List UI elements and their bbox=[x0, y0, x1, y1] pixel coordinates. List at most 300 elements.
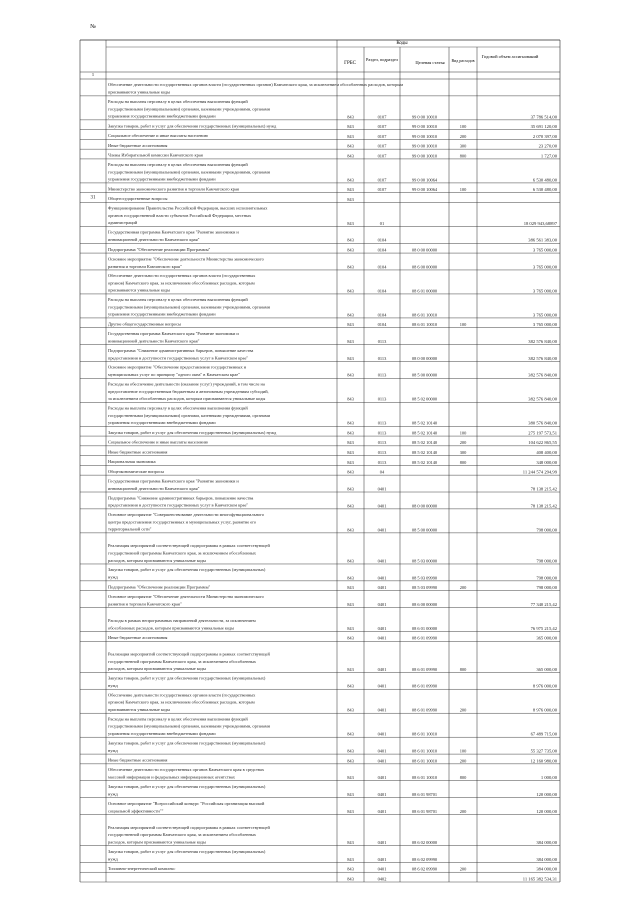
cell-grbs: 843 bbox=[347, 143, 354, 149]
table-row bbox=[108, 716, 558, 737]
cell-sum: 365 000,00 bbox=[536, 666, 557, 672]
cell-sum: 12 160 980,00 bbox=[530, 758, 557, 764]
table-row bbox=[347, 876, 557, 882]
cell-razdel: 0401 bbox=[377, 707, 387, 713]
row-text: Государственная программа Камчатского края "Развитие экономики и bbox=[108, 330, 239, 336]
row-text: Подпрограмма "Обеспечение реализации Программы" bbox=[108, 584, 211, 590]
row-text: Общеэкономические вопросы bbox=[108, 468, 165, 474]
row-text: Общегосударственные вопросы bbox=[108, 196, 168, 202]
cell-sum: 78 138 215,42 bbox=[530, 486, 557, 492]
row-text: управления государственными внебюджетными фондами bbox=[108, 311, 216, 317]
cell-razdel: 01 bbox=[379, 220, 385, 226]
cell-sum: 384 000,00 bbox=[536, 856, 557, 862]
cell-razdel: 0401 bbox=[377, 792, 387, 798]
cell-razdel: 0113 bbox=[377, 459, 387, 465]
table-row bbox=[108, 469, 558, 476]
table-row bbox=[108, 801, 558, 815]
row-text: территориальной сети" bbox=[108, 526, 152, 532]
cell-sum: 23 270,00 bbox=[538, 143, 557, 149]
row-text: Подпрограмма "Снижение административных барьеров, повышение качества bbox=[108, 495, 254, 501]
row-text: Государственная программа Камчатского края "Развитие экономики и bbox=[108, 229, 239, 235]
cell-grbs: 843 bbox=[347, 220, 354, 226]
cell-razdel: 0401 bbox=[377, 601, 387, 607]
table-row bbox=[108, 758, 558, 765]
cell-csr: 08 5 02 10140 bbox=[411, 420, 438, 426]
cell-sum: 3 765 000,00 bbox=[532, 264, 557, 270]
row-text: Иные бюджетные ассигнования bbox=[108, 635, 168, 641]
cell-sum: 382 576 840,00 bbox=[528, 372, 557, 378]
cell-csr: 08 6 00 00000 bbox=[411, 264, 438, 270]
table-row bbox=[108, 365, 558, 379]
table-row bbox=[108, 692, 558, 713]
header-codes: Коды bbox=[396, 41, 408, 46]
row-text: массовой информации и федеральных информационных агентствах bbox=[108, 774, 235, 780]
row-text: инновационной деятельности Камчатского края" bbox=[108, 237, 200, 243]
cell-razdel: 0104 bbox=[377, 322, 387, 328]
cell-grbs: 843 bbox=[347, 420, 354, 426]
cell-sum: 365 000,00 bbox=[536, 635, 557, 641]
cell-razdel: 0401 bbox=[377, 775, 387, 781]
cell-razdel: 0107 bbox=[377, 124, 387, 130]
row-text: Обеспечение деятельности государственных органов власти (государственных bbox=[108, 692, 256, 698]
cell-razdel: 0107 bbox=[377, 143, 387, 149]
cell-sum: 8 976 000,00 bbox=[532, 707, 557, 713]
cell-csr: 08 5 02 10140 bbox=[411, 450, 438, 456]
cell-grbs: 843 bbox=[347, 866, 354, 872]
cell-sum: 798 000,00 bbox=[536, 527, 557, 533]
row-text: государственной программы Камчатского края, за исключением обособленных bbox=[108, 658, 257, 664]
cell-grbs: 843 bbox=[347, 153, 354, 159]
cell-csr: 08 6 02 00000 bbox=[411, 839, 438, 845]
cell-grbs: 843 bbox=[347, 839, 354, 845]
cell-grbs: 843 bbox=[347, 683, 354, 689]
table-row bbox=[108, 381, 558, 402]
cell-grbs: 843 bbox=[347, 635, 354, 641]
cell-grbs: 843 bbox=[347, 312, 354, 318]
row-text: Министерство экономического развития и торговли Камчатского края bbox=[108, 186, 239, 192]
cell-vr: 100 bbox=[459, 748, 467, 754]
cell-sum: 408 400,00 bbox=[536, 450, 557, 456]
row-text: органов) Камчатского края, за исключением обособленных расходов, которым bbox=[108, 699, 255, 705]
table-row bbox=[108, 405, 558, 426]
cell-sum: 18 029 943,68897 bbox=[523, 220, 557, 226]
row-text: нужд bbox=[108, 574, 118, 580]
row-text: Реализация мероприятий соответствующей подпрограммы в рамках соответствующей bbox=[108, 543, 270, 549]
cell-csr: 08 6 00 00000 bbox=[411, 601, 438, 607]
row-text: расходов, которым присваиваются уникальные коды bbox=[108, 839, 206, 845]
row-text: Государственная программа Камчатского края "Развитие экономики и bbox=[108, 478, 239, 484]
cell-sum: 77 340 215,42 bbox=[530, 601, 557, 607]
table-row bbox=[108, 256, 558, 270]
header-num: № bbox=[90, 24, 96, 30]
row-text: Основное мероприятие "Всероссийский конкурс "Российская организация высокой bbox=[108, 800, 265, 806]
table-row bbox=[108, 230, 558, 244]
table-row bbox=[108, 584, 558, 591]
cell-csr: 08 6 01 10010 bbox=[411, 748, 438, 754]
table-row bbox=[108, 273, 558, 294]
row-text: Обеспечение деятельности государственных органов власти (государственных bbox=[108, 273, 256, 279]
cell-sum: 798 000,00 bbox=[536, 585, 557, 591]
cell-vr: 800 bbox=[459, 153, 467, 159]
cell-razdel: 0107 bbox=[377, 153, 387, 159]
row-text: Основное мероприятие "Обеспечение деятельности Министерства экономического bbox=[108, 256, 264, 262]
cell-razdel: 0107 bbox=[377, 133, 387, 139]
cell-grbs: 843 bbox=[347, 601, 354, 607]
cell-sum: 35 691 120,00 bbox=[530, 124, 557, 130]
row-text: расходов, которым присваиваются уникальные коды bbox=[108, 666, 206, 672]
cell-razdel: 0401 bbox=[377, 839, 387, 845]
cell-vr: 200 bbox=[459, 440, 467, 446]
cell-razdel: 0401 bbox=[377, 625, 387, 631]
row-text: Закупка товаров, работ и услуг для обеспечения государственных (муниципальных) нужд bbox=[108, 429, 277, 435]
cell-grbs: 843 bbox=[347, 625, 354, 631]
cell-grbs: 843 bbox=[347, 527, 354, 533]
cell-grbs: 843 bbox=[347, 338, 354, 344]
table-row bbox=[108, 495, 558, 509]
cell-csr: 99 0 00 10010 bbox=[411, 143, 438, 149]
row-text: нужд bbox=[108, 747, 118, 753]
cell-razdel: 0401 bbox=[377, 683, 387, 689]
cell-sum: 1 727,00 bbox=[540, 153, 557, 159]
cell-sum: 3 765 000,00 bbox=[532, 322, 557, 328]
cell-vr: 100 bbox=[459, 124, 467, 130]
table-row bbox=[108, 740, 558, 754]
row-text: управления государственными внебюджетными фондами bbox=[108, 176, 216, 182]
cell-razdel: 0401 bbox=[377, 585, 387, 591]
table-row bbox=[108, 186, 558, 193]
cell-csr: 99 0 00 10010 bbox=[411, 153, 438, 159]
cell-razdel: 0113 bbox=[377, 450, 387, 456]
cell-grbs: 843 bbox=[347, 196, 354, 202]
row-text: Расходы в рамках непрограммных направлений деятельности, за исключением bbox=[108, 617, 256, 623]
row-text: Обеспечение деятельности государственных органов власти (государственных органов) Камчатского края, за исключением обособленных расходов, которым bbox=[108, 82, 404, 88]
cell-grbs: 843 bbox=[347, 558, 354, 564]
cell-razdel: 0401 bbox=[377, 503, 387, 509]
row-text: Закупка товаров, работ и услуг для обеспечения государственных (муниципальных) bbox=[108, 740, 266, 746]
cell-grbs: 843 bbox=[347, 264, 354, 270]
cell-sum: 11 165 382 534,31 bbox=[522, 876, 557, 882]
cell-grbs: 843 bbox=[347, 775, 354, 781]
row-text: Подпрограмма "Обеспечение реализации Программы" bbox=[108, 246, 211, 252]
header-razdel: Раздел, подраздел bbox=[366, 57, 398, 62]
cell-sum: 382 576 840,00 bbox=[528, 396, 557, 402]
row-text: Другие общегосударственные вопросы bbox=[108, 321, 182, 327]
cell-grbs: 843 bbox=[347, 237, 354, 243]
cell-vr: 100 bbox=[459, 430, 467, 436]
table-row bbox=[108, 512, 558, 533]
cell-grbs: 843 bbox=[347, 247, 354, 253]
cell-grbs: 843 bbox=[347, 808, 354, 814]
cell-sum: 1 000,00 bbox=[540, 775, 557, 781]
table-row bbox=[108, 206, 558, 227]
cell-csr: 08 5 02 10140 bbox=[411, 430, 438, 436]
cell-csr: 08 6 01 10010 bbox=[411, 312, 438, 318]
cell-grbs: 843 bbox=[347, 459, 354, 465]
cell-razdel: 0113 bbox=[377, 338, 387, 344]
row-text: развития и торговли Камчатского края" bbox=[108, 601, 182, 607]
cell-sum: 382 576 840,00 bbox=[528, 355, 557, 361]
header-grbs: ГРБС bbox=[344, 61, 356, 66]
row-text: Национальная экономика bbox=[108, 459, 156, 465]
cell-razdel: 0401 bbox=[377, 575, 387, 581]
row-text: государственной программы Камчатского края, за исключением обособленных bbox=[108, 832, 257, 838]
table-row bbox=[108, 652, 558, 673]
cell-razdel: 0401 bbox=[377, 635, 387, 641]
cell-grbs: 843 bbox=[347, 288, 354, 294]
cell-vr: 800 bbox=[459, 775, 467, 781]
cell-grbs: 843 bbox=[347, 187, 354, 193]
cell-csr: 08 6 01 98701 bbox=[411, 792, 438, 798]
row-text: присваиваются уникальные коды bbox=[108, 707, 171, 713]
row-text: нужд bbox=[108, 683, 118, 689]
cell-sum: 55 327 735,00 bbox=[530, 748, 557, 754]
table-row bbox=[108, 331, 558, 345]
cell-razdel: 0401 bbox=[377, 731, 387, 737]
row-text: Закупка товаров, работ и услуг для обеспечения государственных (муниципальных) bbox=[108, 848, 266, 854]
cell-sum: 3 765 000,00 bbox=[532, 312, 557, 318]
cell-vr: 200 bbox=[459, 707, 467, 713]
row-text: государственными (муниципальными) органами, казенными учреждениями, органами bbox=[108, 723, 270, 729]
cell-razdel: 0401 bbox=[377, 866, 387, 872]
row-text: органов государственной власти субъектов Российской Федерации, местных bbox=[108, 212, 252, 218]
row-text: управления государственными внебюджетными фондами bbox=[108, 420, 216, 426]
table-row bbox=[108, 849, 558, 863]
cell-csr: 99 0 00 10064 bbox=[411, 177, 438, 183]
cell-vr: 100 bbox=[459, 322, 467, 328]
cell-csr: 08 6 01 09990 bbox=[411, 707, 438, 713]
row-text: Расходы на выплаты персоналу в целях обеспечения выполнения функций bbox=[108, 716, 248, 722]
cell-grbs: 843 bbox=[347, 856, 354, 862]
row-text: Закупка товаров, работ и услуг для обеспечения государственных (муниципальных) bbox=[108, 675, 266, 681]
table-row bbox=[108, 440, 558, 447]
cell-vr: 100 bbox=[459, 187, 467, 193]
table-row bbox=[108, 82, 403, 94]
cell-csr: 08 6 01 10010 bbox=[411, 731, 438, 737]
cell-razdel: 0401 bbox=[377, 856, 387, 862]
row-text: Иные бюджетные ассигнования bbox=[108, 757, 168, 763]
cell-csr: 99 0 00 10010 bbox=[411, 114, 438, 120]
table-row bbox=[108, 567, 558, 581]
cell-razdel: 0113 bbox=[377, 440, 387, 446]
cell-sum: 120 000,00 bbox=[536, 808, 557, 814]
row-text: Реализация мероприятий соответствующей подпрограммы в рамках соответствующей bbox=[108, 651, 270, 657]
table-row bbox=[108, 99, 558, 120]
cell-csr: 08 0 00 00000 bbox=[411, 503, 438, 509]
cell-csr: 08 5 00 00000 bbox=[411, 372, 438, 378]
header-row-index: 1 bbox=[91, 72, 95, 77]
cell-razdel: 0401 bbox=[377, 558, 387, 564]
cell-vr: 200 bbox=[459, 808, 467, 814]
cell-grbs: 843 bbox=[347, 666, 354, 672]
row-text: обособленных расходов, которым присваиваются уникальные коды bbox=[108, 625, 235, 631]
table-header bbox=[90, 24, 539, 77]
row-text: Иные бюджетные ассигнования bbox=[108, 142, 168, 148]
row-text: Реализация мероприятий соответствующей подпрограммы в рамках соответствующей bbox=[108, 824, 270, 830]
row-text: за исключением обособленных расходов, которым присваиваются уникальные коды bbox=[108, 396, 266, 402]
row-text: предоставления и доступности государственных услуг в Камчатском крае" bbox=[108, 355, 249, 361]
row-text: Основное мероприятие "Обеспечение деятельности Министерства экономического bbox=[108, 593, 264, 599]
row-text: Топливно-энергетический комплекс bbox=[108, 866, 176, 872]
table-row bbox=[108, 153, 558, 160]
table-row bbox=[108, 676, 558, 690]
row-text: управления государственными внебюджетными фондами bbox=[108, 113, 216, 119]
cell-grbs: 843 bbox=[347, 585, 354, 591]
cell-sum: 6 530 480,00 bbox=[532, 177, 557, 183]
table-row bbox=[108, 866, 558, 873]
cell-grbs: 843 bbox=[347, 322, 354, 328]
cell-sum: 120 000,00 bbox=[536, 792, 557, 798]
cell-grbs: 843 bbox=[347, 440, 354, 446]
cell-grbs: 843 bbox=[347, 758, 354, 764]
cell-grbs: 843 bbox=[347, 503, 354, 509]
row-text: развития и торговли Камчатского края" bbox=[108, 263, 182, 269]
table-row bbox=[108, 635, 558, 642]
cell-razdel: 0104 bbox=[377, 288, 387, 294]
table-row bbox=[108, 430, 558, 437]
table-row bbox=[108, 767, 558, 781]
cell-csr: 08 5 03 09990 bbox=[411, 585, 438, 591]
cell-csr: 08 6 01 10010 bbox=[411, 775, 438, 781]
cell-grbs: 843 bbox=[347, 133, 354, 139]
table-row bbox=[108, 123, 558, 130]
row-text: администраций bbox=[108, 220, 138, 226]
cell-csr: 99 0 00 10010 bbox=[411, 124, 438, 130]
cell-vr: 200 bbox=[459, 585, 467, 591]
table-row bbox=[91, 196, 355, 202]
row-text: государственными (муниципальными) органами, казенными учреждениями, органами bbox=[108, 106, 270, 112]
cell-sum: 798 000,00 bbox=[536, 575, 557, 581]
cell-razdel: 0104 bbox=[377, 247, 387, 253]
header-sum: Годовой объем ассигнований bbox=[481, 54, 539, 59]
row-text: Расходы на выплаты персоналу в целях обеспечения выполнения функций bbox=[108, 99, 248, 105]
cell-grbs: 843 bbox=[347, 124, 354, 130]
row-text: Закупка товаров, работ и услуг для обеспечения государственных (муниципальных) bbox=[108, 783, 266, 789]
cell-grbs: 843 bbox=[347, 396, 354, 402]
cell-csr: 08 5 02 00000 bbox=[411, 396, 438, 402]
cell-razdel: 0113 bbox=[377, 355, 387, 361]
cell-razdel: 0107 bbox=[377, 177, 387, 183]
table-row bbox=[108, 143, 558, 150]
row-text: Основное мероприятие "Совершенствование деятельности многофункционального bbox=[108, 512, 265, 518]
cell-grbs: 843 bbox=[347, 177, 354, 183]
cell-vr: 800 bbox=[459, 459, 467, 465]
table-row bbox=[108, 247, 558, 254]
cell-csr: 08 0 00 00000 bbox=[411, 355, 438, 361]
table-row bbox=[108, 449, 558, 456]
row-text: предоставления и доступности государственных услуг в Камчатском крае" bbox=[108, 502, 249, 508]
cell-sum: 8 976 000,00 bbox=[532, 683, 557, 689]
cell-sum: 384 000,00 bbox=[536, 839, 557, 845]
row-text: Социальное обеспечение и иные выплаты населению bbox=[108, 133, 208, 139]
table-row bbox=[108, 478, 558, 492]
cell-csr: 08 6 01 09990 bbox=[411, 683, 438, 689]
cell-grbs: 843 bbox=[347, 707, 354, 713]
cell-razdel: 0104 bbox=[377, 237, 387, 243]
row-text: социальной эффективности"" bbox=[108, 808, 164, 814]
cell-sum: 384 000,00 bbox=[536, 866, 557, 872]
row-text: государственной программы Камчатского края, за исключением обособленных bbox=[108, 550, 257, 556]
table-row bbox=[108, 825, 558, 846]
cell-csr: 08 5 03 09990 bbox=[411, 575, 438, 581]
cell-vr: 200 bbox=[459, 133, 467, 139]
row-text: органов) Камчатского края, за исключением обособленных расходов, которым bbox=[108, 280, 255, 286]
cell-grbs: 843 bbox=[347, 876, 354, 882]
cell-razdel: 0113 bbox=[377, 396, 387, 402]
cell-sum: 382 576 840,00 bbox=[528, 338, 557, 344]
row-text: Иные бюджетные ассигнования bbox=[108, 449, 168, 455]
cell-razdel: 0401 bbox=[377, 486, 387, 492]
cell-razdel: 0113 bbox=[377, 420, 387, 426]
cell-sum: 67 489 715,00 bbox=[530, 731, 557, 737]
row-text: инновационной деятельности Камчатского края" bbox=[108, 485, 200, 491]
cell-razdel: 0401 bbox=[377, 758, 387, 764]
table-row bbox=[108, 784, 558, 798]
cell-vr: 300 bbox=[459, 450, 467, 456]
cell-razdel: 0402 bbox=[377, 876, 387, 882]
row-text: муниципальных услуг по принципу "одного окна" в Камчатском крае" bbox=[108, 372, 240, 378]
cell-csr: 99 0 00 10010 bbox=[411, 133, 438, 139]
cell-vr: 200 bbox=[459, 866, 467, 872]
cell-sum: 380 576 840,00 bbox=[528, 420, 557, 426]
cell-sum: 104 622 865,55 bbox=[528, 440, 557, 446]
row-text: нужд bbox=[108, 791, 118, 797]
row-text: нужд bbox=[108, 856, 118, 862]
table-row bbox=[108, 321, 558, 328]
row-text: Закупка товаров, работ и услуг для обеспечения государственных (муниципальных) нужд bbox=[108, 123, 277, 129]
row-number: 31 bbox=[90, 195, 96, 201]
cell-razdel: 0113 bbox=[377, 430, 387, 436]
row-text: Социальное обеспечение и иные выплаты населению bbox=[108, 439, 208, 445]
row-text: управления государственными внебюджетными фондами bbox=[108, 731, 216, 737]
cell-grbs: 843 bbox=[347, 486, 354, 492]
cell-grbs: 843 bbox=[347, 372, 354, 378]
cell-razdel: 0401 bbox=[377, 527, 387, 533]
cell-razdel: 0104 bbox=[377, 312, 387, 318]
cell-sum: 275 197 573,51 bbox=[528, 430, 557, 436]
row-text: присваиваются уникальные коды bbox=[108, 89, 171, 95]
cell-grbs: 843 bbox=[347, 575, 354, 581]
row-text: Расходы на выплаты персоналу в целях обеспечения выполнения функций bbox=[108, 162, 248, 168]
table-row bbox=[108, 348, 558, 362]
cell-sum: 6 530 480,00 bbox=[532, 187, 557, 193]
row-text: инновационной деятельности Камчатского края" bbox=[108, 338, 200, 344]
cell-csr: 08 6 01 09990 bbox=[411, 666, 438, 672]
row-text: государственными (муниципальными) органами, казенными учреждениями, органами bbox=[108, 412, 270, 418]
row-text: Расходы на обеспечение деятельности (оказание услуг) учреждений, в том числе на bbox=[108, 381, 265, 387]
cell-grbs: 843 bbox=[347, 355, 354, 361]
cell-sum: 3 765 000,00 bbox=[532, 247, 557, 253]
cell-csr: 08 6 01 00000 bbox=[411, 625, 438, 631]
cell-razdel: 0401 bbox=[377, 748, 387, 754]
row-text: центра предоставления государственных и муниципальных услуг, развитие его bbox=[108, 519, 257, 525]
row-text: Расходы на выплаты персоналу в целях обеспечения выполнения функций bbox=[108, 405, 248, 411]
cell-csr: 08 5 02 10140 bbox=[411, 459, 438, 465]
cell-vr: 300 bbox=[459, 143, 467, 149]
table-row bbox=[108, 594, 558, 608]
row-text: присваиваются уникальные коды bbox=[108, 287, 171, 293]
cell-csr: 08 6 01 10010 bbox=[411, 758, 438, 764]
cell-csr: 08 6 01 98701 bbox=[411, 808, 438, 814]
cell-csr: 08 5 03 00000 bbox=[411, 558, 438, 564]
row-text: Обеспечение деятельности государственных органов Камчатского края в средствах bbox=[108, 767, 265, 773]
cell-csr: 08 6 02 09990 bbox=[411, 856, 438, 862]
row-text: предоставление государственным бюджетным и автономным учреждениям субсидий, bbox=[108, 388, 269, 394]
cell-csr: 99 0 00 10064 bbox=[411, 187, 438, 193]
cell-vr: 200 bbox=[459, 758, 467, 764]
cell-csr: 08 5 02 10140 bbox=[411, 440, 438, 446]
header-vr: Вид расходов bbox=[451, 58, 475, 63]
table-row bbox=[108, 459, 558, 466]
